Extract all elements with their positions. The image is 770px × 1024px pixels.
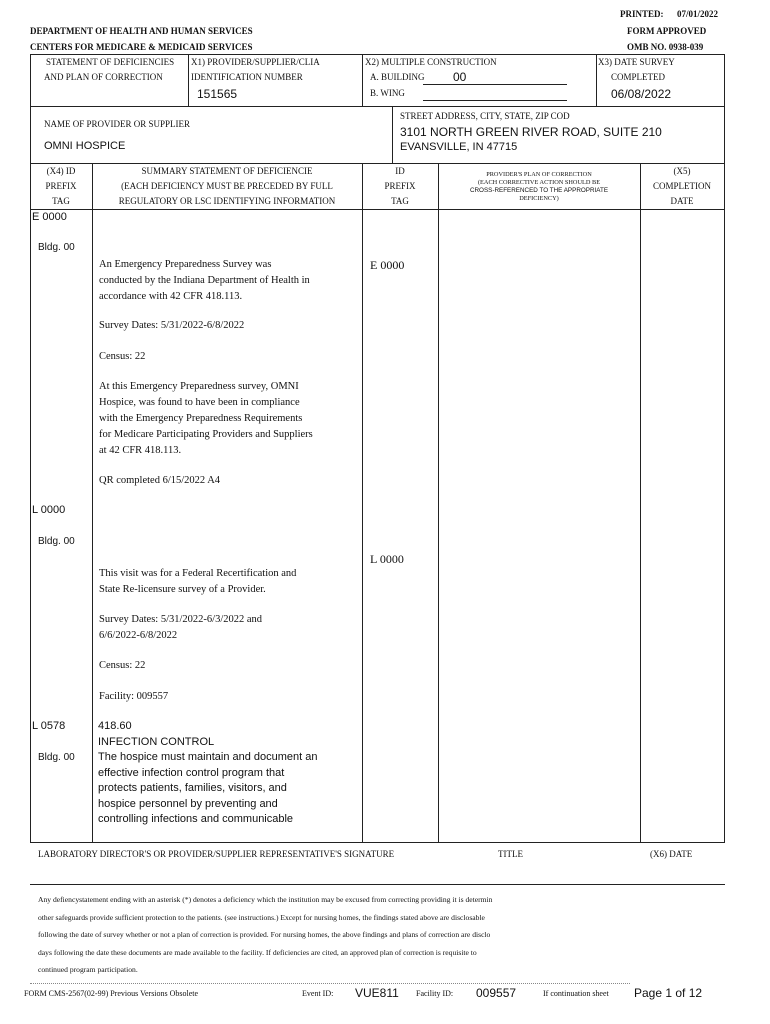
e-building: Bldg. 00 bbox=[38, 242, 75, 253]
provider-name: OMNI HOSPICE bbox=[44, 140, 126, 152]
l0578-standard-text: 418.60 INFECTION CONTROL The hospice must maintain and document an effective infection control program that protects patients, families, visitors, and hospice personnel by preventing and controlling infections and communicable bbox=[98, 720, 318, 825]
l0000-paragraph-2: Survey Dates: 5/31/2022-6/3/2022 and 6/6/2022-6/8/2022 bbox=[99, 614, 263, 641]
disclaimer-line-1: Any defiencystatement ending with an asterisk (*) denotes a deficiency which the institution may be excused from correcting providing it is determin bbox=[38, 895, 493, 904]
building-value: 00 bbox=[453, 70, 467, 84]
l0000-tag: L 0000 bbox=[32, 504, 66, 516]
summary-header-2: (EACH DEFICIENCY MUST BE PRECEDED BY FULL bbox=[121, 181, 333, 191]
statement-label-2: AND PLAN OF CORRECTION bbox=[44, 72, 163, 82]
l0578-tag: L 0578 bbox=[32, 720, 66, 732]
omb-number: OMB NO. 0938-039 bbox=[627, 42, 704, 52]
e-paragraph-2: Survey Dates: 5/31/2022-6/8/2022 bbox=[99, 320, 245, 331]
identification-number-label: IDENTIFICATION NUMBER bbox=[191, 72, 303, 82]
summary-header-1: SUMMARY STATEMENT OF DEFICIENCIE bbox=[141, 166, 313, 176]
provider-number: 151565 bbox=[197, 87, 238, 101]
e-paragraph-3: Census: 22 bbox=[99, 351, 146, 362]
disclaimer-line-2: other safeguards provide sufficient protection to the patients. (see instructions.) Except for nursing homes, the findings stated above are disclosable bbox=[38, 912, 485, 922]
e-id-tag: E 0000 bbox=[370, 258, 405, 272]
x4-id-label: (X4) ID bbox=[46, 166, 76, 176]
centers-title: CENTERS FOR MEDICARE & MEDICAID SERVICES bbox=[30, 42, 253, 52]
address-line-1: 3101 NORTH GREEN RIVER ROAD, SUITE 210 bbox=[400, 125, 662, 139]
title-label: TITLE bbox=[498, 849, 523, 859]
completed-label: COMPLETED bbox=[611, 72, 665, 82]
statement-label-1: STATEMENT OF DEFICIENCIES bbox=[46, 57, 175, 67]
disclaimer-line-4: days following the date these documents are made available to the facility. If deficiencies are cited, an approved plan of correction is requisite to bbox=[38, 947, 477, 957]
x4-tag-label: TAG bbox=[52, 196, 70, 206]
id-prefix-label: PREFIX bbox=[384, 181, 416, 191]
provider-name-label: NAME OF PROVIDER OR SUPPLIER bbox=[44, 119, 191, 129]
l0000-building: Bldg. 00 bbox=[38, 536, 75, 547]
l0000-paragraph-1: This visit was for a Federal Recertification and State Re-licensure survey of a Provider. bbox=[99, 568, 297, 595]
printed-date: 07/01/2022 bbox=[677, 9, 719, 19]
provider-clia-label: X1) PROVIDER/SUPPLIER/CLIA bbox=[191, 57, 320, 67]
facility-id: 009557 bbox=[476, 986, 517, 1000]
disclaimer-line-5: continued program participation. bbox=[38, 965, 138, 974]
e-paragraph-4: At this Emergency Preparedness survey, OMNI Hospice, was found to have been in compliance with the Emergency Preparedness Requirements for Medicare Participating Providers and Suppliers at 42 CFR 418.113. bbox=[99, 381, 313, 456]
l0000-paragraph-3: Census: 22 bbox=[99, 660, 146, 671]
disclaimer bbox=[38, 891, 728, 979]
x5-label: (X5) bbox=[673, 166, 691, 176]
form-approved: FORM APPROVED bbox=[627, 26, 707, 36]
address-line-2: EVANSVILLE, IN 47715 bbox=[400, 141, 518, 153]
form-number: FORM CMS-2567(02-99) Previous Versions Obsolete bbox=[24, 989, 199, 998]
department-title: DEPARTMENT OF HEALTH AND HUMAN SERVICES bbox=[30, 26, 253, 36]
id-tag-label: TAG bbox=[391, 196, 409, 206]
disclaimer-line-3: following the date of survey whether or not a plan of correction is provided. For nursing homes, the above findings and plans of correction are disclo bbox=[38, 930, 491, 939]
plan-header-2: (EACH CORRECTIVE ACTION SHOULD BE bbox=[477, 179, 601, 186]
e-paragraph-1: An Emergency Preparedness Survey was conducted by the Indiana Department of Health in accordance with 42 CFR 418.113. bbox=[99, 259, 310, 302]
wing-label: B. WING bbox=[370, 88, 405, 98]
l0000-paragraph-4: Facility: 009557 bbox=[99, 691, 169, 702]
completion-label: COMPLETION bbox=[653, 181, 711, 191]
x6-date-label: (X6) DATE bbox=[650, 849, 693, 859]
event-id-label: Event ID: bbox=[302, 989, 334, 998]
x4-prefix-label: PREFIX bbox=[45, 181, 77, 191]
e-tag: E 0000 bbox=[32, 211, 67, 223]
page-number: Page 1 of 12 bbox=[634, 986, 703, 1000]
l0578-building: Bldg. 00 bbox=[38, 752, 75, 763]
date-survey-label: X3) DATE SURVEY bbox=[598, 57, 675, 67]
printed-label: PRINTED: bbox=[620, 9, 664, 19]
multiple-construction-label: X2) MULTIPLE CONSTRUCTION bbox=[365, 57, 497, 67]
facility-id-label: Facility ID: bbox=[416, 989, 454, 998]
summary-header-3: REGULATORY OR LSC IDENTIFYING INFORMATION bbox=[118, 196, 336, 206]
plan-header-1: PROVIDER'S PLAN OF CORRECTION bbox=[486, 171, 592, 178]
e-paragraph-5: QR completed 6/15/2022 A4 bbox=[99, 475, 221, 486]
l0000-id-tag: L 0000 bbox=[370, 552, 404, 566]
event-id: VUE811 bbox=[355, 986, 399, 1000]
id-label: ID bbox=[395, 166, 405, 176]
plan-header-3: CROSS-REFERENCED TO THE APPROPRIATE bbox=[469, 187, 609, 194]
address-label: STREET ADDRESS, CITY, STATE, ZIP COD bbox=[400, 111, 570, 121]
completion-date-label: DATE bbox=[670, 196, 694, 206]
building-label: A. BUILDING bbox=[370, 72, 425, 82]
continuation-label: If continuation sheet bbox=[543, 989, 609, 998]
survey-date: 06/08/2022 bbox=[611, 87, 672, 101]
signature-label: LABORATORY DIRECTOR'S OR PROVIDER/SUPPLIER REPRESENTATIVE'S SIGNATURE bbox=[38, 849, 395, 859]
plan-header-4: DEFICIENCY) bbox=[519, 195, 559, 202]
